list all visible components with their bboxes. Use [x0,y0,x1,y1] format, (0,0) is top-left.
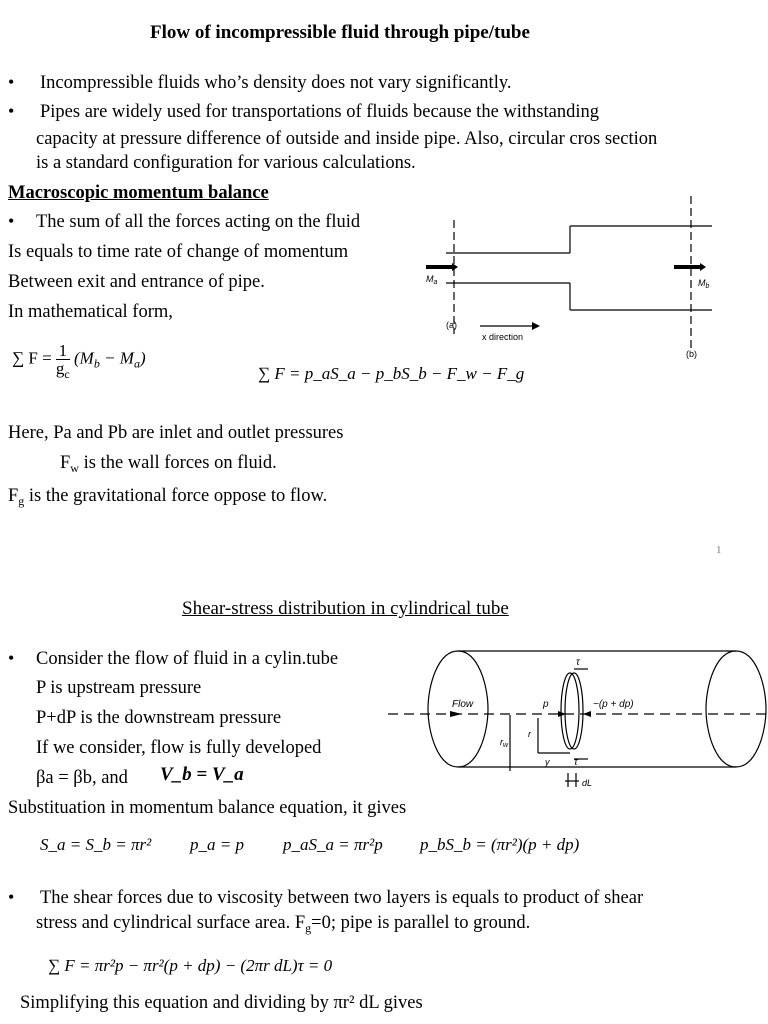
pipe-expansion-diagram [412,192,732,364]
cylindrical-tube-diagram [388,645,768,793]
section-heading: Macroscopic momentum balance [8,183,269,203]
text-line: Consider the flow of fluid in a cylin.tube [36,649,339,669]
text-line: P is upstream pressure [36,678,202,698]
text-line: In mathematical form, [8,302,173,322]
slide2-title: Shear-stress distribution in cylindrical tube [182,598,509,619]
mass-flow-a-label: $M_a$ [426,274,438,286]
text-line: Substituation in momentum balance equation, it gives [8,798,407,818]
momentum-balance-equation: ∑ F = $\frac{1}{g_c}$ $(M_b - M_a)$ [12,341,146,381]
flow-label: Flow [452,699,474,710]
pressure-a-equation: p_a = p [190,835,244,854]
dl-label: dL [582,778,593,788]
text-line: Between exit and entrance of pipe. [8,272,265,292]
slide1-title: Flow of incompressible fluid through pipe/tube [150,22,530,43]
text-line: stress and cylindrical surface area. $F_g=0$; pipe is parallel to ground. [36,913,531,935]
section-b-label: (b) [686,349,697,359]
text-line: If we consider, flow is fully developed [36,738,322,758]
text-line: The sum of all the forces acting on the fluid [36,212,361,232]
bullet-marker: • [8,648,15,668]
note-line: Here, Pa and Pb are inlet and outlet pressures [8,423,344,443]
section-a-label: (a) [446,320,457,330]
x-direction-label: x direction [482,332,524,342]
pressure-p-label: p [543,699,549,710]
radius-w-label: $r_w$ [500,737,509,749]
bullet-text: Incompressible fluids who’s density does not vary significantly. [40,73,512,93]
bullet-marker: • [8,72,15,92]
bullet-text: Pipes are widely used for transportations of fluids because the withstanding [40,102,599,122]
text-line: Simplifying this equation and dividing by πr² dL gives [20,993,423,1013]
bullet-text: capacity at pressure difference of outside and inside pipe. Also, circular cros section [36,129,658,149]
pressure-p-dp-label: −(p + dp) [593,699,634,710]
area-equation: S_a = S_b = πr² [40,835,152,854]
text-line: βa = βb, and [36,768,128,788]
force-b-equation: p_bS_b = (πr²)(p + dp) [420,835,580,854]
bullet-marker: • [8,211,15,231]
radius-label: r [528,729,531,739]
mass-flow-b-label: $M_b$ [698,278,710,290]
y-label: y [545,757,550,767]
bullet-marker: • [8,101,15,121]
bullet-marker: • [8,887,15,907]
text-line: P+dP is the downstream pressure [36,708,282,728]
force-balance-equation: ∑ F = πr²p − πr²(p + dp) − (2πr dL)τ = 0 [48,956,333,975]
bullet-text: is a standard configuration for various calculations. [36,153,416,173]
text-line: The shear forces due to viscosity between two layers is equals to product of shear [40,888,644,908]
note-line: $F_w$ is the wall forces on fluid. [60,453,277,475]
tau-label: τ [576,657,580,668]
text-line: Is equals to time rate of change of momentum [8,242,349,262]
page-number: 1 [716,544,722,556]
note-line: $F_g$ is the gravitational force oppose to flow. [8,486,328,508]
force-a-equation: p_aS_a = πr²p [283,835,383,854]
tau-label: τ [574,757,578,768]
force-sum-equation: ∑ F = p_aS_a − p_bS_b − F_w − F_g [258,364,525,383]
velocity-equality: V_b = V_a [160,764,244,785]
